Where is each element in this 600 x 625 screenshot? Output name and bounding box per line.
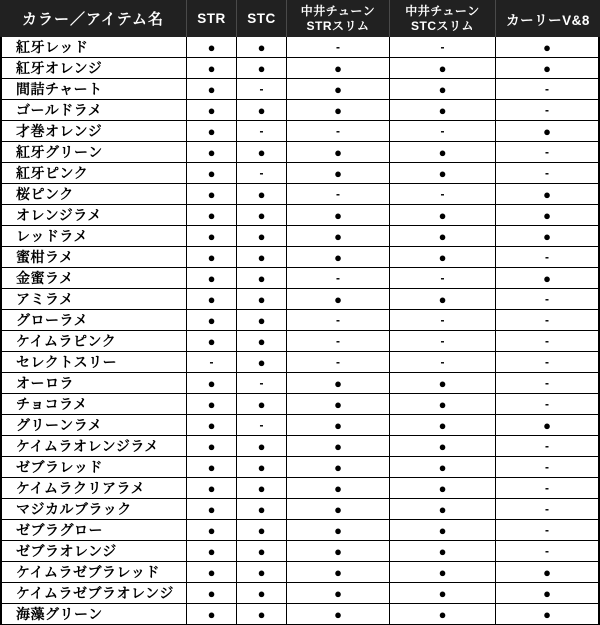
table-body (0, 37, 600, 625)
table-row (0, 289, 600, 310)
unavailable-mark: - (496, 457, 600, 478)
item-name: 間詰チャート (0, 79, 187, 100)
unavailable-mark: - (390, 184, 496, 205)
table-row (0, 121, 600, 142)
available-mark: ● (287, 499, 390, 520)
item-name: アミラメ (0, 289, 187, 310)
available-mark: ● (187, 121, 237, 142)
table-row (0, 562, 600, 583)
unavailable-mark: - (287, 310, 390, 331)
item-name: ゼブラレッド (0, 457, 187, 478)
unavailable-mark: - (496, 142, 600, 163)
table-row (0, 457, 600, 478)
unavailable-mark: - (496, 79, 600, 100)
available-mark: ● (496, 121, 600, 142)
column-header-nakai-tune-stc-slim (390, 0, 496, 37)
available-mark: ● (237, 562, 287, 583)
table-row (0, 352, 600, 373)
available-mark: ● (287, 457, 390, 478)
table-row (0, 226, 600, 247)
available-mark: ● (496, 37, 600, 58)
available-mark: ● (496, 562, 600, 583)
available-mark: ● (237, 394, 287, 415)
available-mark: ● (390, 142, 496, 163)
available-mark: ● (390, 58, 496, 79)
unavailable-mark: - (496, 352, 600, 373)
available-mark: ● (287, 58, 390, 79)
available-mark: ● (390, 394, 496, 415)
unavailable-mark: - (496, 289, 600, 310)
unavailable-mark: - (496, 541, 600, 562)
unavailable-mark: - (237, 373, 287, 394)
item-name: 紅牙オレンジ (0, 58, 187, 79)
item-name: 海藻グリーン (0, 604, 187, 625)
available-mark: ● (187, 310, 237, 331)
unavailable-mark: - (287, 121, 390, 142)
available-mark: ● (287, 394, 390, 415)
available-mark: ● (237, 289, 287, 310)
available-mark: ● (287, 520, 390, 541)
available-mark: ● (237, 184, 287, 205)
item-name: ケイムラクリアラメ (0, 478, 187, 499)
unavailable-mark: - (496, 331, 600, 352)
available-mark: ● (187, 583, 237, 604)
available-mark: ● (187, 79, 237, 100)
column-header-line1: 中井チューン (300, 4, 376, 19)
available-mark: ● (390, 247, 496, 268)
available-mark: ● (496, 604, 600, 625)
available-mark: ● (187, 163, 237, 184)
available-mark: ● (187, 205, 237, 226)
available-mark: ● (287, 541, 390, 562)
table-row (0, 583, 600, 604)
item-name: セレクトスリー (0, 352, 187, 373)
available-mark: ● (187, 541, 237, 562)
item-name: ゼブラオレンジ (0, 541, 187, 562)
item-name: 金蜜ラメ (0, 268, 187, 289)
available-mark: ● (287, 562, 390, 583)
unavailable-mark: - (496, 100, 600, 121)
unavailable-mark: - (390, 331, 496, 352)
available-mark: ● (390, 79, 496, 100)
available-mark: ● (237, 58, 287, 79)
available-mark: ● (496, 205, 600, 226)
unavailable-mark: - (496, 478, 600, 499)
available-mark: ● (237, 100, 287, 121)
available-mark: ● (237, 331, 287, 352)
unavailable-mark: - (287, 352, 390, 373)
item-name: 紅牙レッド (0, 37, 187, 58)
unavailable-mark: - (496, 163, 600, 184)
available-mark: ● (390, 604, 496, 625)
available-mark: ● (287, 289, 390, 310)
available-mark: ● (287, 226, 390, 247)
available-mark: ● (287, 436, 390, 457)
available-mark: ● (187, 37, 237, 58)
item-name: 蜜柑ラメ (0, 247, 187, 268)
unavailable-mark: - (390, 121, 496, 142)
available-mark: ● (496, 268, 600, 289)
table-row (0, 79, 600, 100)
available-mark: ● (390, 163, 496, 184)
available-mark: ● (187, 289, 237, 310)
table-row (0, 541, 600, 562)
table-row (0, 163, 600, 184)
available-mark: ● (287, 478, 390, 499)
item-name: 桜ピンク (0, 184, 187, 205)
available-mark: ● (187, 415, 237, 436)
unavailable-mark: - (237, 121, 287, 142)
table-row (0, 37, 600, 58)
available-mark: ● (187, 604, 237, 625)
unavailable-mark: - (287, 184, 390, 205)
available-mark: ● (287, 205, 390, 226)
available-mark: ● (390, 583, 496, 604)
available-mark: ● (287, 79, 390, 100)
column-header-nakai-tune-str-slim (287, 0, 390, 37)
unavailable-mark: - (237, 415, 287, 436)
table-row (0, 100, 600, 121)
available-mark: ● (187, 184, 237, 205)
unavailable-mark: - (496, 310, 600, 331)
available-mark: ● (390, 205, 496, 226)
table-row (0, 184, 600, 205)
available-mark: ● (187, 331, 237, 352)
available-mark: ● (496, 415, 600, 436)
available-mark: ● (390, 478, 496, 499)
available-mark: ● (187, 520, 237, 541)
available-mark: ● (287, 415, 390, 436)
unavailable-mark: - (237, 79, 287, 100)
unavailable-mark: - (496, 373, 600, 394)
available-mark: ● (187, 394, 237, 415)
table-row (0, 478, 600, 499)
unavailable-mark: - (287, 268, 390, 289)
unavailable-mark: - (390, 37, 496, 58)
item-name: グリーンラメ (0, 415, 187, 436)
table-row (0, 247, 600, 268)
available-mark: ● (287, 142, 390, 163)
item-name: 紅牙グリーン (0, 142, 187, 163)
available-mark: ● (237, 457, 287, 478)
available-mark: ● (390, 541, 496, 562)
item-name: 才巻オレンジ (0, 121, 187, 142)
item-name: ケイムラピンク (0, 331, 187, 352)
available-mark: ● (237, 205, 287, 226)
item-name: ゴールドラメ (0, 100, 187, 121)
table-row (0, 394, 600, 415)
available-mark: ● (390, 100, 496, 121)
table-row (0, 436, 600, 457)
item-name: チョコラメ (0, 394, 187, 415)
available-mark: ● (187, 247, 237, 268)
unavailable-mark: - (390, 310, 496, 331)
unavailable-mark: - (390, 268, 496, 289)
available-mark: ● (237, 499, 287, 520)
item-name: マジカルブラック (0, 499, 187, 520)
item-name: ケイムラオレンジラメ (0, 436, 187, 457)
table-row (0, 268, 600, 289)
table-row (0, 205, 600, 226)
available-mark: ● (390, 520, 496, 541)
table-row (0, 331, 600, 352)
item-name: グローラメ (0, 310, 187, 331)
available-mark: ● (287, 247, 390, 268)
available-mark: ● (390, 436, 496, 457)
available-mark: ● (237, 268, 287, 289)
available-mark: ● (187, 142, 237, 163)
available-mark: ● (390, 373, 496, 394)
available-mark: ● (496, 184, 600, 205)
unavailable-mark: - (496, 436, 600, 457)
available-mark: ● (287, 583, 390, 604)
available-mark: ● (187, 58, 237, 79)
column-header-line1: 中井チューン (405, 4, 480, 19)
available-mark: ● (187, 478, 237, 499)
available-mark: ● (187, 457, 237, 478)
available-mark: ● (237, 352, 287, 373)
available-mark: ● (287, 604, 390, 625)
item-name: オーロラ (0, 373, 187, 394)
table-row (0, 604, 600, 625)
unavailable-mark: - (390, 352, 496, 373)
unavailable-mark: - (496, 499, 600, 520)
available-mark: ● (496, 583, 600, 604)
column-header-line2: STCスリム (410, 18, 474, 33)
available-mark: ● (390, 562, 496, 583)
table-header-row (0, 0, 600, 37)
available-mark: ● (390, 457, 496, 478)
available-mark: ● (237, 226, 287, 247)
available-mark: ● (237, 520, 287, 541)
column-header-curly-v8: カーリーV&8 (506, 12, 590, 28)
available-mark: ● (390, 289, 496, 310)
table-row (0, 499, 600, 520)
available-mark: ● (187, 100, 237, 121)
table-row (0, 310, 600, 331)
available-mark: ● (237, 247, 287, 268)
available-mark: ● (187, 373, 237, 394)
table-row (0, 415, 600, 436)
unavailable-mark: - (496, 247, 600, 268)
table-row (0, 520, 600, 541)
available-mark: ● (496, 226, 600, 247)
unavailable-mark: - (287, 331, 390, 352)
available-mark: ● (287, 100, 390, 121)
table-row (0, 373, 600, 394)
available-mark: ● (287, 163, 390, 184)
unavailable-mark: - (287, 37, 390, 58)
unavailable-mark: - (496, 394, 600, 415)
available-mark: ● (237, 310, 287, 331)
available-mark: ● (187, 268, 237, 289)
available-mark: ● (496, 58, 600, 79)
unavailable-mark: - (187, 352, 237, 373)
available-mark: ● (237, 541, 287, 562)
available-mark: ● (187, 499, 237, 520)
item-name: レッドラメ (0, 226, 187, 247)
table-row (0, 142, 600, 163)
available-mark: ● (237, 436, 287, 457)
available-mark: ● (390, 415, 496, 436)
unavailable-mark: - (237, 163, 287, 184)
item-name: ケイムラゼブラオレンジ (0, 583, 187, 604)
item-name: ゼブラグロー (0, 520, 187, 541)
available-mark: ● (237, 37, 287, 58)
available-mark: ● (237, 583, 287, 604)
column-header-stc: STC (237, 0, 287, 37)
column-header-line2: STRスリム (306, 18, 370, 33)
available-mark: ● (187, 436, 237, 457)
available-mark: ● (237, 604, 287, 625)
table-row (0, 58, 600, 79)
available-mark: ● (390, 499, 496, 520)
available-mark: ● (237, 478, 287, 499)
item-name: ケイムラゼブラレッド (0, 562, 187, 583)
column-header-item-name: カラー／アイテム名 (0, 0, 187, 37)
item-name: オレンジラメ (0, 205, 187, 226)
available-mark: ● (187, 562, 237, 583)
available-mark: ● (237, 142, 287, 163)
available-mark: ● (287, 373, 390, 394)
available-mark: ● (390, 226, 496, 247)
column-header-str: STR (187, 0, 237, 37)
unavailable-mark: - (496, 520, 600, 541)
item-name: 紅牙ピンク (0, 163, 187, 184)
available-mark: ● (187, 226, 237, 247)
